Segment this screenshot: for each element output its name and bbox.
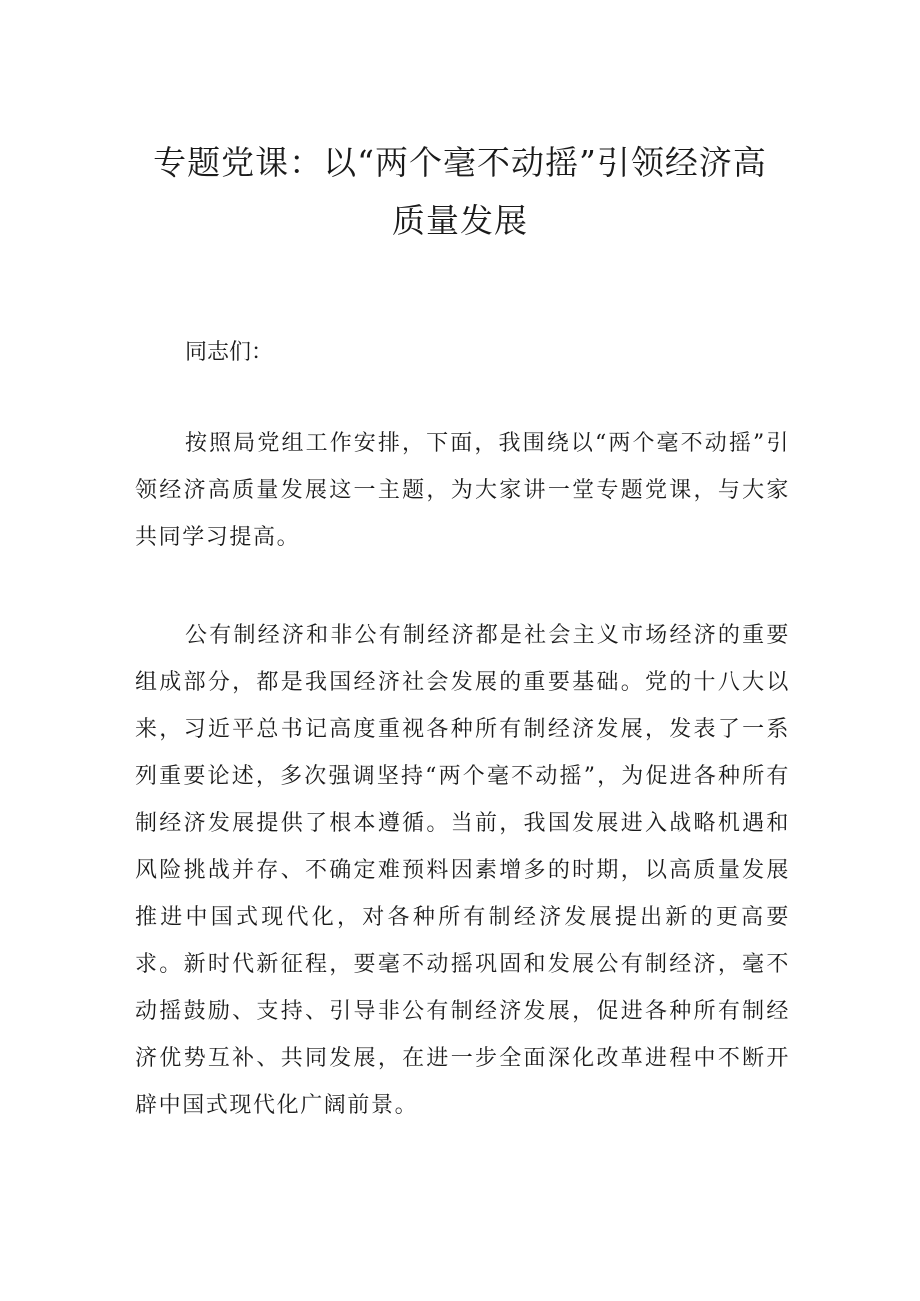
document-title-line-1: 专题党课：以“两个毫不动摇”引领经济高 xyxy=(153,143,767,182)
body-paragraph-1: 按照局党组工作安排，下面，我围绕以“两个毫不动摇”引领经济高质量发展这一主题，为大家讲一堂专题党课，与大家共同学习提高。 xyxy=(135,431,790,550)
document-title-line-2: 质量发展 xyxy=(392,201,528,240)
salutation: 同志们： xyxy=(185,340,274,365)
body-paragraph-2: 公有制经济和非公有制经济都是社会主义市场经济的重要组成部分，都是我国经济社会发展的重要基础。党的十八大以来，习近平总书记高度重视各种所有制经济发展，发表了一系列重要论述，多次强调坚持“两个毫不动摇”，为促进各种所有制经济发展提供了根本遵循。当前，我国发展进入战略机遇和风险挑战并存、不确定难预料因素增多的时期，以高质量发展推进中国式现代化，对各种所有制经济发展提出新的更高要求。新时代新征程，要毫不动摇巩固和发展公有制经济，毫不动摇鼓励、支持、引导非公有制经济发展，促进各种所有制经济优势互补、共同发展，在进一步全面深化改革进程中不断开辟中国式现代化广阔前景。 xyxy=(135,623,790,1118)
